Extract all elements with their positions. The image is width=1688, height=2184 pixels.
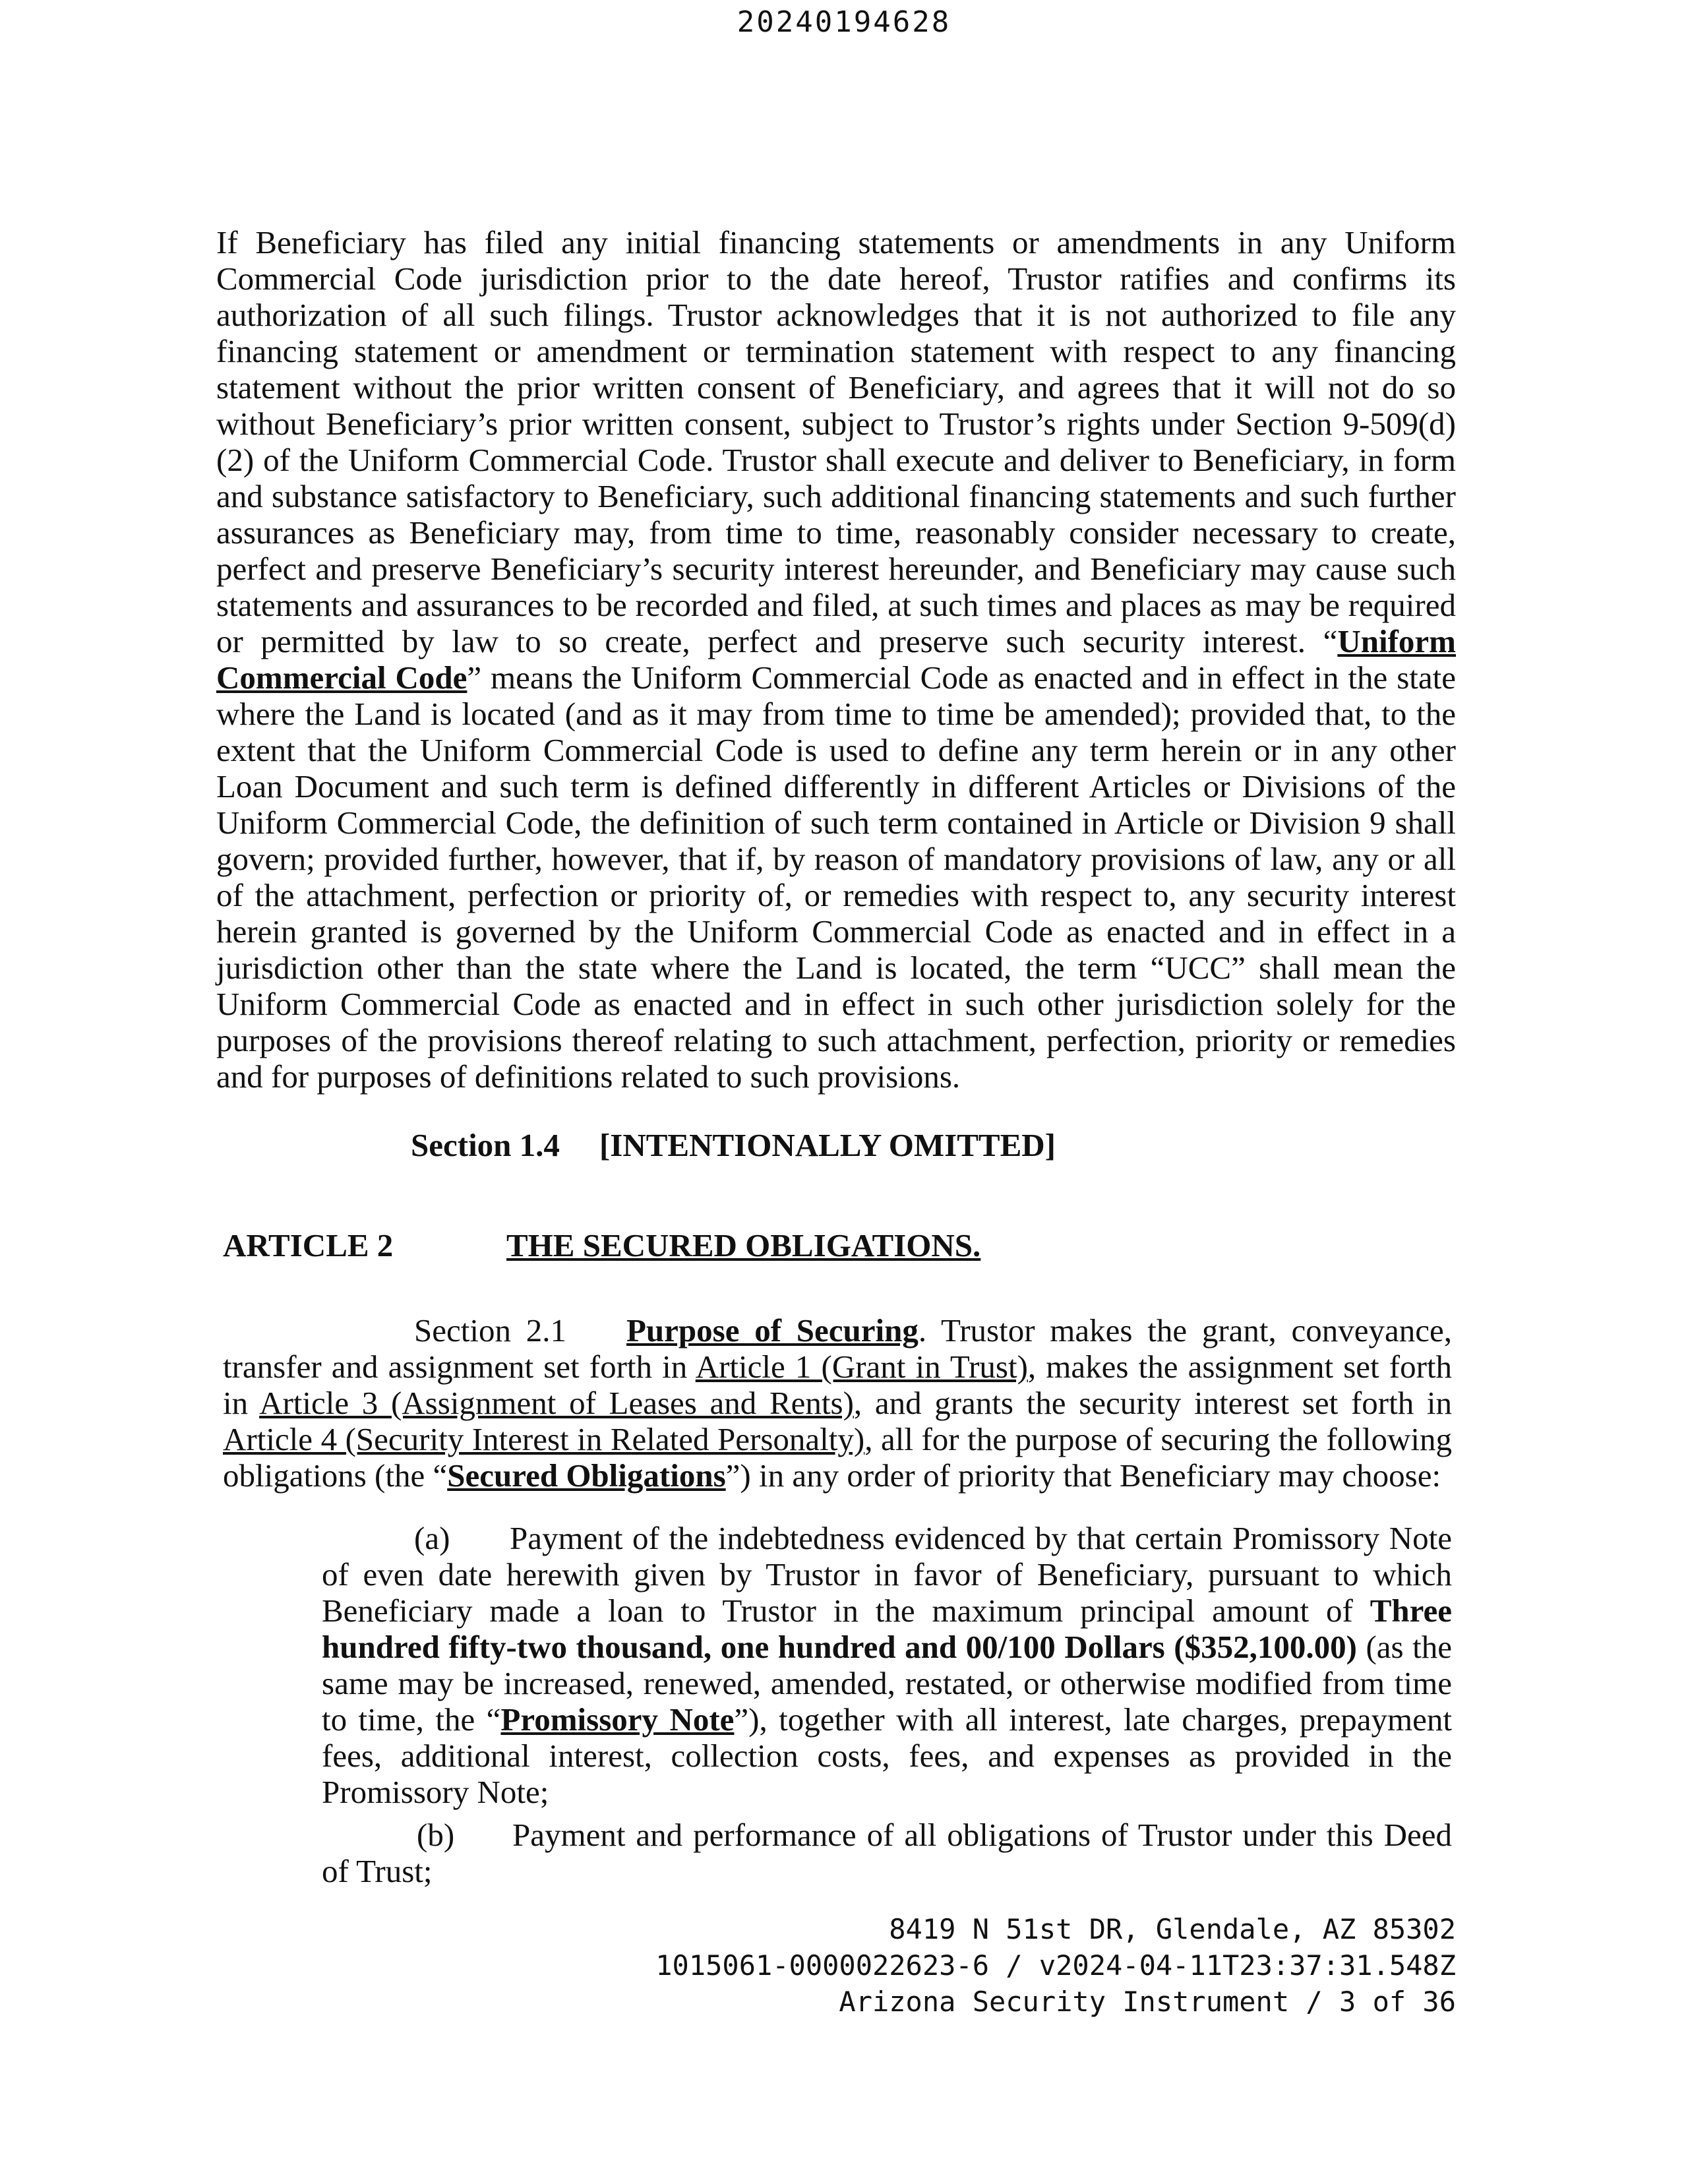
paragraph-text: (as the same may be increased, renewed, amended, restated, or otherwise modified from time to time, the “ — [322, 1629, 1453, 1738]
item-label: (a) — [414, 1520, 450, 1556]
paragraph-text: ”) in any order of priority that Beneficiary may choose: — [725, 1457, 1441, 1494]
page-info: Arizona Security Instrument / 3 of 36 — [839, 1986, 1456, 2018]
body-paragraph — [216, 224, 1456, 1095]
article-2-label: ARTICLE 2 — [223, 1227, 394, 1263]
property-address: 8419 N 51st DR, Glendale, AZ 85302 — [889, 1913, 1456, 1945]
section-number: Section 1.4 — [411, 1127, 560, 1163]
defined-term-secured-obligations: Secured Obligations — [447, 1457, 726, 1494]
paragraph-text: ” means the Uniform Commercial Code as enacted and in effect in the state where the Land is located (and as it may from time to time be amended); provided that, to the extent that the Uniform Commercial Code is used to define any term herein or in any other Loan Document and such term is defined differently in different Articles or Divisions of the Uniform Commercial Code, the definition of such term contained in Article or Division 9 shall govern; provided further, however, that if, by reason of mandatory provisions of law, any or all of the attachment, perfection or priority of, or remedies with respect to, any security interest herein granted is governed by the Uniform Commercial Code as enacted and in effect in a jurisdiction other than the state where the Land is located, the term “UCC” shall mean the Uniform Commercial Code as enacted and in effect in such other jurisdiction solely for the purposes of the provisions thereof relating to such attachment, perfection, priority or remedies and for purposes of definitions related to such provisions. — [216, 659, 1456, 1095]
cross-reference-article-1: Article 1 (Grant in Trust) — [695, 1349, 1028, 1385]
paragraph-text: , all for the purpose of securing the following obligations (the “ — [223, 1421, 1452, 1494]
paragraph-text: ”), together with all interest, late charges, prepayment fees, additional interest, collection costs, fees, and expenses as provided in the Promissory Note; — [322, 1701, 1452, 1810]
paragraph-text: , and grants the security interest set forth in — [853, 1385, 1452, 1421]
cross-reference-article-4: Article 4 (Security Interest in Related Personalty) — [223, 1421, 865, 1457]
list-item-a — [322, 1520, 1452, 1810]
paragraph-text: Payment of the indebtedness evidenced by that certain Promissory Note of even date herewith given by Trustor in favor of Beneficiary, pursuant to which Beneficiary made a loan to Trustor in the maximum principal amount of — [322, 1520, 1452, 1629]
section-number: Section 2.1 — [414, 1312, 566, 1349]
paragraph-text: , makes the assignment set forth in — [223, 1349, 1453, 1421]
loan-amount: Three hundred fifty-two thousand, one hundred and 00/100 Dollars ($352,100.00) — [322, 1592, 1452, 1665]
list-item-b — [322, 1817, 1452, 1889]
section-title: [INTENTIONALLY OMITTED] — [599, 1127, 1056, 1163]
loan-reference: 1015061-0000022623-6 / v2024-04-11T23:37:31.548Z — [655, 1949, 1456, 1982]
item-label: (b) — [417, 1817, 455, 1853]
defined-term-ucc: Uniform Commercial Code — [216, 623, 1456, 696]
paragraph-text: Payment and performance of all obligations of Trustor under this Deed of Trust; — [322, 1817, 1452, 1889]
article-2-title: THE SECURED OBLIGATIONS. — [506, 1227, 981, 1263]
section-heading: Purpose of Securing — [626, 1312, 919, 1349]
page-footer — [655, 1911, 1456, 2020]
section-2-1-paragraph — [223, 1312, 1452, 1494]
paragraph-text: . Trustor makes the grant, conveyance, transfer and assignment set forth in — [223, 1312, 1453, 1385]
document-number: 20240194628 — [737, 5, 951, 39]
defined-term-promissory-note: Promissory Note — [500, 1701, 735, 1738]
cross-reference-article-3: Article 3 (Assignment of Leases and Rents) — [259, 1385, 854, 1421]
paragraph-text: If Beneficiary has filed any initial financing statements or amendments in any Uniform Commercial Code jurisdiction prior to the date hereof, Trustor ratifies and confirms its authorization of all such filings. Trustor acknowledges that it is not authorized to file any financing statement or amendment or termination statement with respect to any financing statement without the prior written consent of Beneficiary, and agrees that it will not do so without Beneficiary’s prior written consent, subject to Trustor’s rights under Section 9-509(d)(2) of the Uniform Commercial Code. Trustor shall execute and deliver to Beneficiary, in form and substance satisfactory to Beneficiary, such additional financing statements and such further assurances as Beneficiary may, from time to time, reasonably consider necessary to create, perfect and preserve Beneficiary’s security interest hereunder, and Beneficiary may cause such statements and assurances to be recorded and filed, at such times and places as may be required or permitted by law to so create, perfect and preserve such security interest. “ — [216, 224, 1456, 659]
section-1-4-heading — [411, 1126, 1056, 1164]
